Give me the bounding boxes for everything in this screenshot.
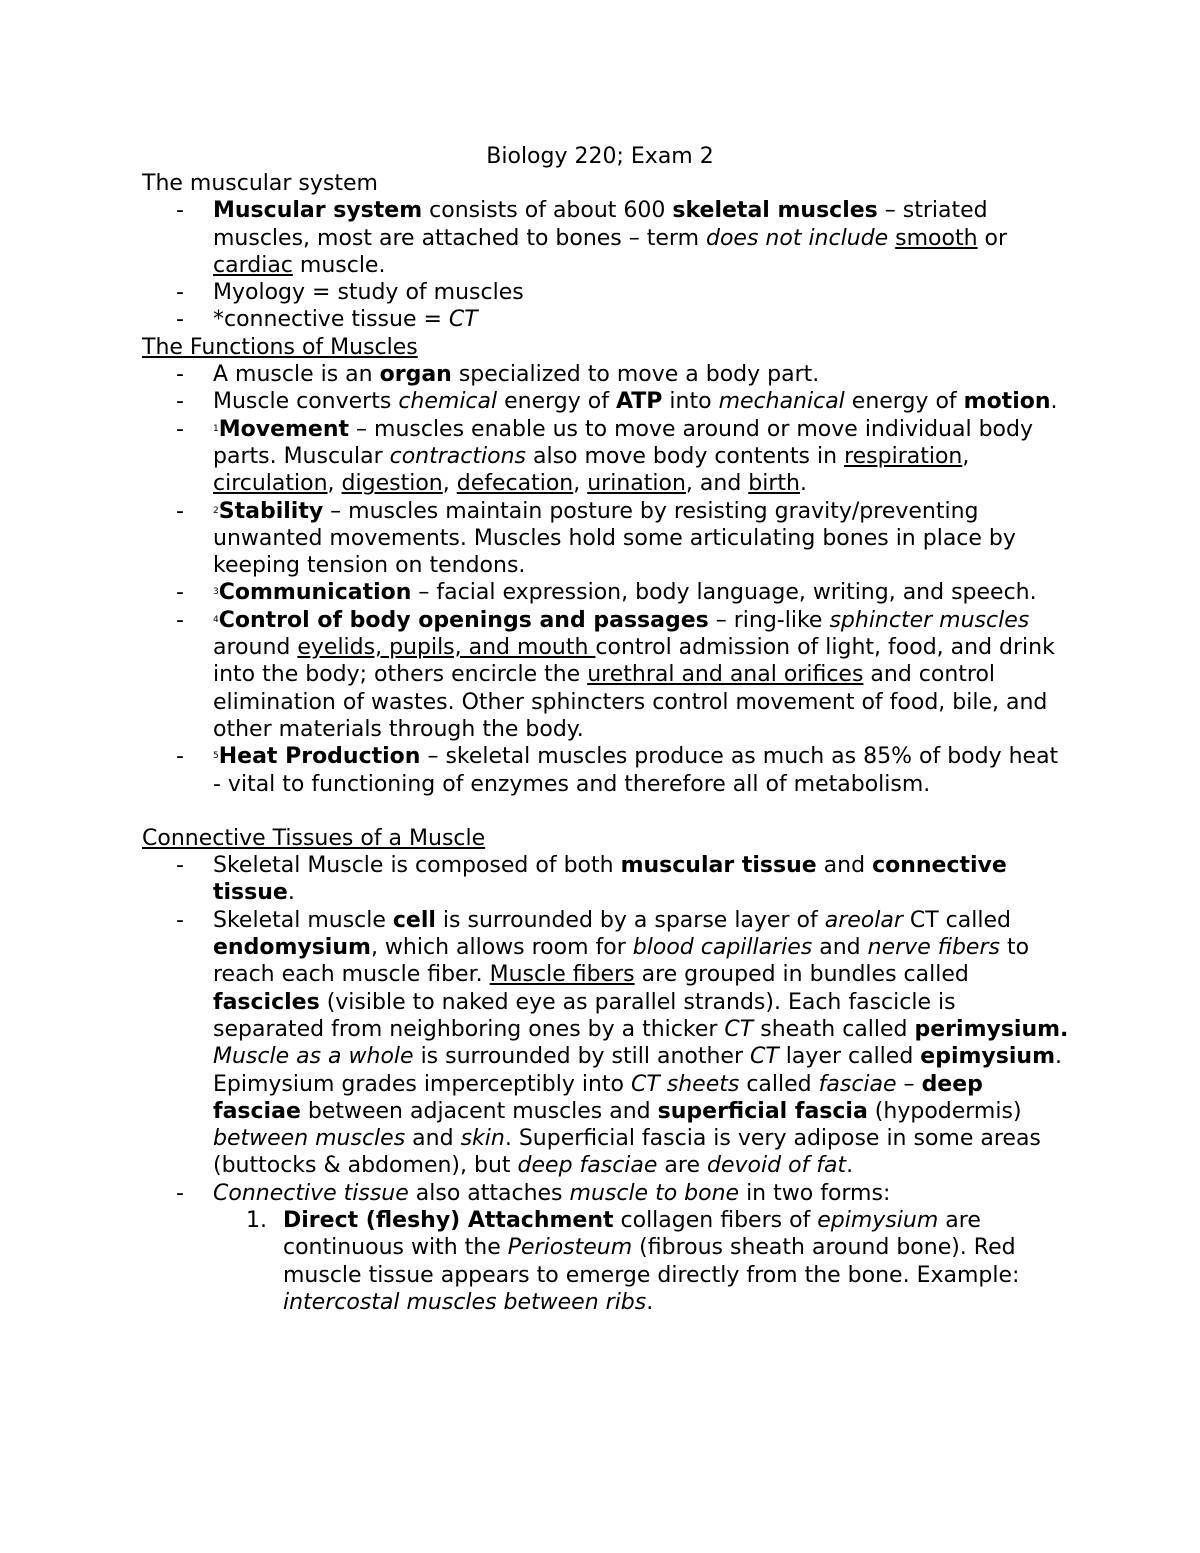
- numbered-list-item: 1. Direct (fleshy) Attachment collagen fibers of epimysium are continuous with the Periosteum (fibrous sheath around bone). Red muscle tissue appears to emerge directly from the bone. Example: intercostal muscles between ribs.: [246, 1207, 1020, 1315]
- spacer: [142, 798, 1072, 825]
- list-item: - Muscular system consists of about 600 skeletal muscles – striated muscles, most are attached to bones – term does not include smooth or cardiac muscle.: [142, 197, 1072, 279]
- list-item: - A muscle is an organ specialized to move a body part.: [142, 361, 1072, 388]
- list-item-stability: - $^2$Stability – muscles maintain posture by resisting gravity/preventing unwanted movements. Muscles hold some articulating bones in place by keeping tension on tendons.: [142, 498, 1072, 580]
- list-item: - Muscle converts chemical energy of ATP into mechanical energy of motion.: [142, 388, 1072, 415]
- functions-list: [142, 361, 1072, 798]
- list-item-control: - $^4$Control of body openings and passages – ring-like sphincter muscles around eyelids, pupils, and mouth control admission of light, food, and drink into the body; others encircle the urethral and anal orifices and control elimination of wastes. Other sphincters control movement of food, bile, and other materials through the body.: [142, 607, 1072, 743]
- list-item: - Myology = study of muscles: [142, 279, 1072, 306]
- list-item-communication: - $^3$Communication – facial expression, body language, writing, and speech.: [142, 579, 1072, 606]
- connective-tissue-list: [142, 852, 1072, 1207]
- list-item-movement: - $^1$Movement – muscles enable us to move around or move individual body parts. Muscular contractions also move body contents in respiration, circulation, digestion, defecation, urination, and birth.: [142, 416, 1072, 498]
- list-item: - Skeletal muscle cell is surrounded by a sparse layer of areolar CT called endomysium, which allows room for blood capillaries and nerve fibers to reach each muscle fiber. Muscle fibers are grouped in bundles called fascicles (visible to naked eye as parallel strands). Each fascicle is separated from neighboring ones by a thicker CT sheath called perimysium. Muscle as a whole is surrounded by still another CT layer called epimysium. Epimysium grades imperceptibly into CT sheets called fasciae – deep fasciae between adjacent muscles and superficial fascia (hypodermis) between muscles and skin. Superficial fascia is very adipose in some areas (buttocks & abdomen), but deep fasciae are devoid of fat.: [142, 907, 1072, 1180]
- list-item: - *connective tissue = CT: [142, 306, 1072, 333]
- section-heading-functions: The Functions of Muscles: [142, 334, 418, 360]
- section-heading-connective-tissues: Connective Tissues of a Muscle: [142, 825, 486, 851]
- document-title: Biology 220; Exam 2: [486, 144, 714, 169]
- section-heading-muscular-system: The muscular system: [142, 171, 378, 196]
- list-item: - Skeletal Muscle is composed of both muscular tissue and connective tissue.: [142, 852, 1072, 907]
- list-item: - Connective tissue also attaches muscle to bone in two forms:: [142, 1180, 1072, 1207]
- muscular-system-list: [142, 197, 1072, 333]
- attachment-numbered-list: [142, 1207, 1072, 1316]
- document-body: [142, 170, 1072, 1316]
- list-item-heat: - $^5$Heat Production – skeletal muscles produce as much as 85% of body heat - vital to functioning of enzymes and therefore all of metabolism.: [142, 743, 1072, 798]
